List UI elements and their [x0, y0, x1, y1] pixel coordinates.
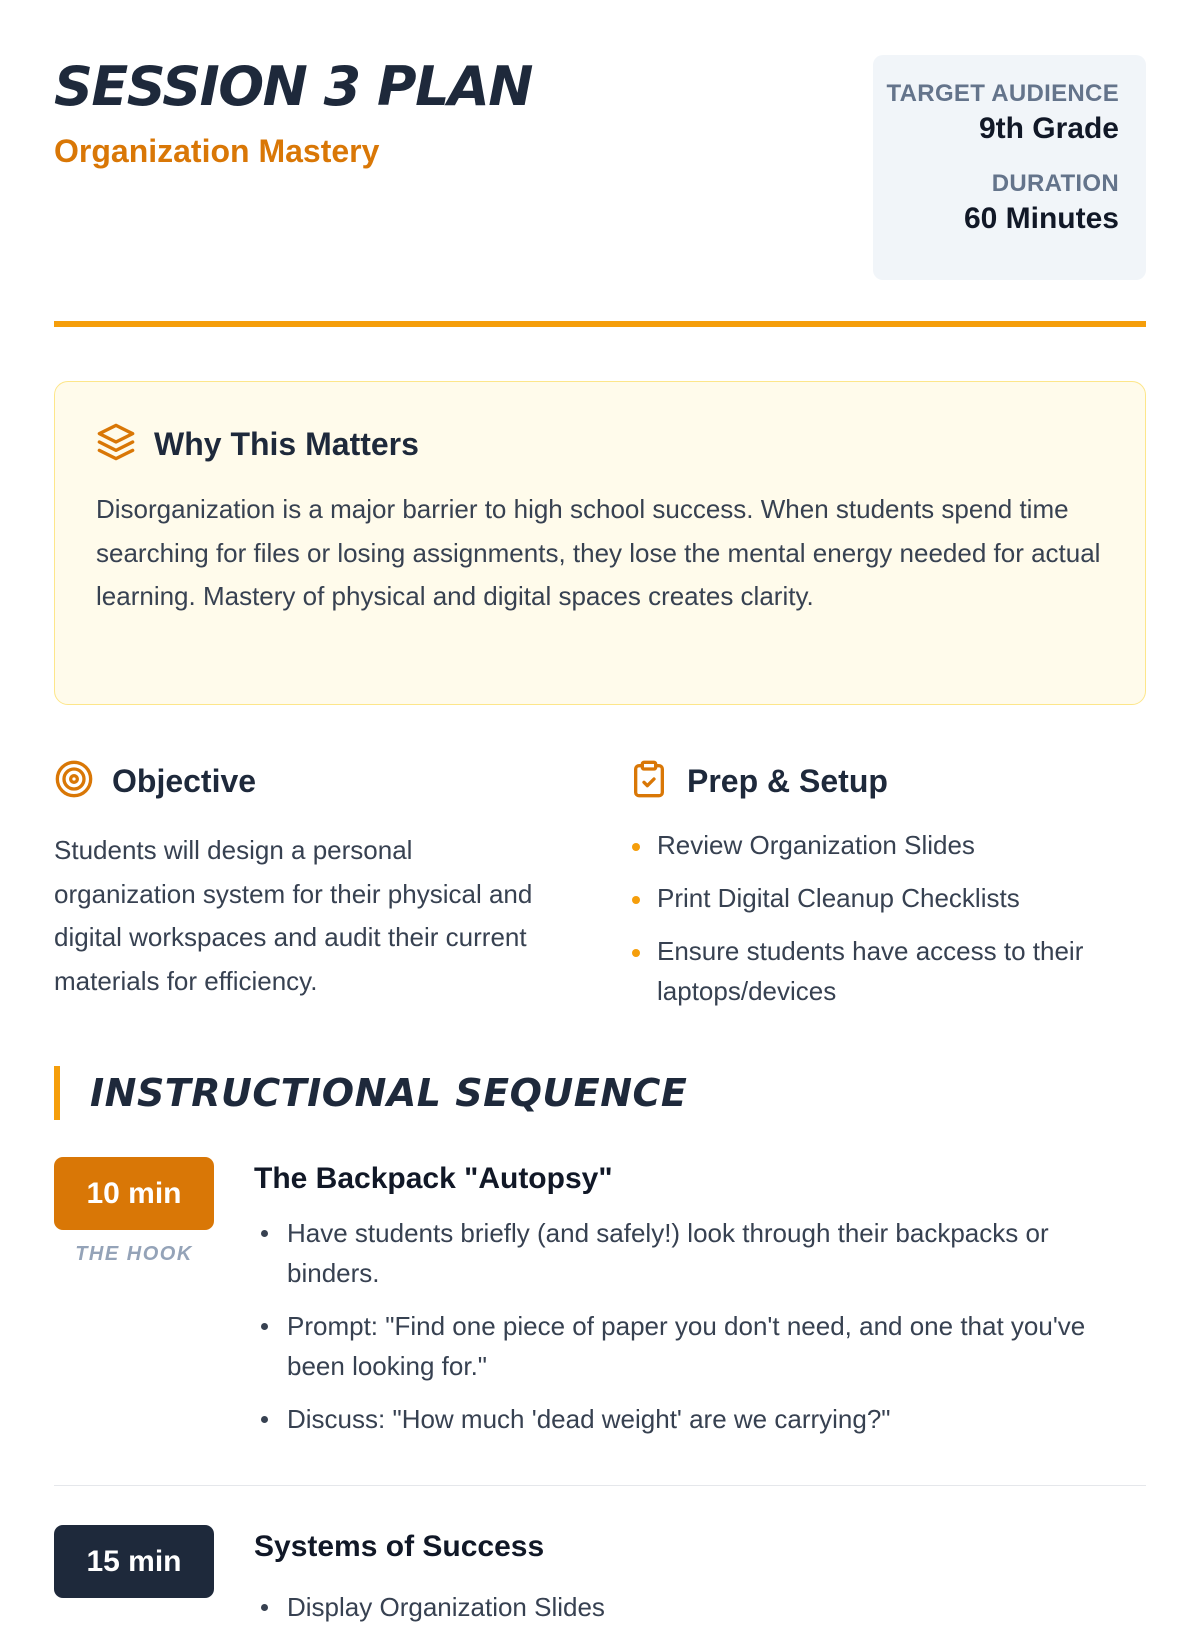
audience-value: 9th Grade: [978, 112, 1119, 145]
session-meta-card: [873, 55, 1146, 280]
duration-label: DURATION: [991, 170, 1119, 197]
prep-item: Ensure students have access to their laptops/devices: [629, 931, 1146, 1011]
header: [54, 0, 1146, 330]
audience-label: TARGET AUDIENCE: [886, 80, 1119, 107]
step-list: [254, 1587, 1144, 1640]
prep-item: Print Digital Cleanup Checklists: [629, 878, 1146, 918]
prep-list: [629, 825, 1146, 1011]
time-badge: 10 min: [54, 1157, 214, 1230]
step-item: Have students briefly (and safely!) look through their backpacks or binders.: [254, 1213, 1144, 1293]
sequence-heading: [54, 1066, 1146, 1120]
step-title: The Backpack "Autopsy": [254, 1162, 613, 1195]
phase-label: THE HOOK: [75, 1243, 193, 1265]
layers-icon: [96, 422, 136, 467]
target-icon: [54, 759, 94, 804]
sequence-accent-bar: [54, 1066, 60, 1120]
lesson-plan-page: [54, 0, 1146, 1622]
duration-value: 60 Minutes: [963, 202, 1119, 235]
objective-body: Students will design a personal organization system for their physical and digital workspaces and audit their current materials for efficiency.: [54, 835, 533, 996]
objective-title: Objective: [112, 762, 257, 799]
step-item: Display Organization Slides: [254, 1587, 1144, 1627]
prep-title: Prep & Setup: [687, 762, 888, 799]
step-item: Discuss: "How much 'dead weight' are we carrying?": [254, 1399, 1144, 1439]
time-badge: 15 min: [54, 1525, 214, 1598]
step-list: [254, 1213, 1144, 1452]
why-body: Disorganization is a major barrier to high school success. When students spend time searching for files or losing assignments, they lose the mental energy needed for actual learning. Mastery of physical and digital spaces creates clarity.: [96, 494, 1101, 611]
why-this-matters-card: [54, 381, 1146, 705]
prep-item: Review Organization Slides: [629, 825, 1146, 865]
clipboard-check-icon: [629, 759, 669, 804]
why-title: Why This Matters: [154, 425, 419, 462]
page-title: SESSION 3 PLAN: [54, 55, 532, 118]
sequence-title: INSTRUCTIONAL SEQUENCE: [90, 1071, 688, 1115]
page-subtitle: Organization Mastery: [54, 133, 380, 169]
header-divider: [54, 321, 1146, 327]
prep-section: [629, 755, 1146, 1024]
step-divider: [54, 1485, 1146, 1486]
step-title: Systems of Success: [254, 1530, 545, 1563]
step-item: Prompt: "Find one piece of paper you don't need, and one that you've been looking for.": [254, 1306, 1144, 1386]
objective-section: [54, 755, 554, 1003]
